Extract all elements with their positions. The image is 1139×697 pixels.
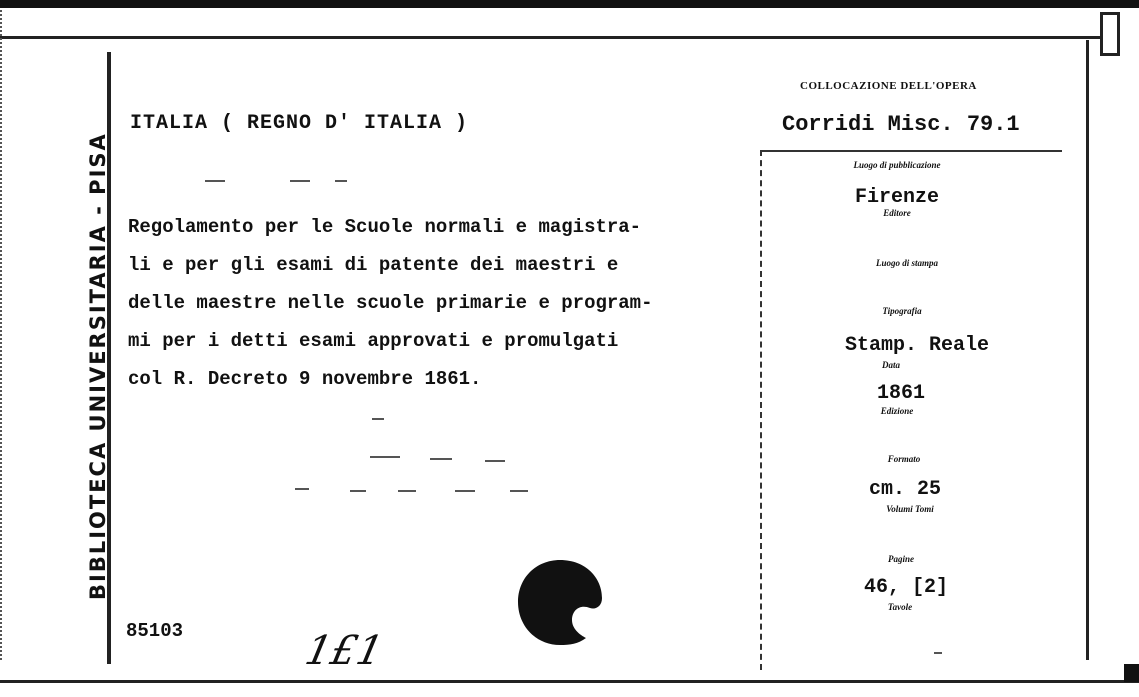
place-of-publication-label: Luogo di pubblicazione <box>853 160 941 170</box>
place-of-printing-label: Luogo di stampa <box>875 258 938 268</box>
separator-dash <box>295 488 309 490</box>
volumes-tomes-label: Volumi Tomi <box>886 504 934 514</box>
separator-dash <box>370 456 400 458</box>
library-stamp: BIBLIOTECA UNIVERSITARIA - PISA <box>86 132 110 600</box>
format-value: cm. 25 <box>868 478 941 501</box>
edition-label: Edizione <box>880 406 914 416</box>
publisher-label: Editore <box>883 208 911 218</box>
title-line: mi per i detti esami approvati e promulgati <box>128 330 619 352</box>
title-description <box>128 208 768 398</box>
separator-dash <box>510 490 528 492</box>
separator-dash <box>934 652 942 654</box>
title-line: Regolamento per le Scuole normali e magistra- <box>128 216 642 238</box>
collocazione-label: COLLOCAZIONE DELL'OPERA <box>800 80 977 92</box>
printer-label: Tipografia <box>882 306 922 316</box>
card-heading: ITALIA ( REGNO D' ITALIA ) <box>130 112 469 135</box>
separator-dash <box>290 180 310 182</box>
corner-mark <box>1100 12 1120 56</box>
printer-value: Stamp. Reale <box>844 334 990 357</box>
bottom-tab <box>1124 664 1139 682</box>
pages-label: Pagine <box>888 554 914 564</box>
date-value: 1861 <box>876 382 925 405</box>
place-of-publication-value: Firenze <box>854 186 939 209</box>
separator-dash <box>335 180 347 182</box>
title-line: col R. Decreto 9 novembre 1861. <box>128 368 482 390</box>
title-line: delle maestre nelle scuole primarie e program- <box>128 292 653 314</box>
separator-dash <box>350 490 366 492</box>
format-label: Formato <box>887 454 921 464</box>
separator-dash <box>430 458 452 460</box>
pages-value: 46, [2] <box>863 576 948 599</box>
separator-dash <box>398 490 416 492</box>
separator-dash <box>455 490 475 492</box>
bottom-rule <box>0 680 1139 683</box>
right-rule <box>1086 40 1089 660</box>
separator-dash <box>485 460 505 462</box>
date-label: Data <box>882 360 900 370</box>
top-rule <box>0 36 1100 39</box>
fields-box-top <box>762 150 1062 152</box>
ink-stain <box>516 558 604 646</box>
plates-label: Tavole <box>887 602 913 612</box>
separator-dash <box>205 180 225 182</box>
shelf-mark: Corridi Misc. 79.1 <box>782 112 1020 137</box>
top-border <box>0 0 1139 8</box>
handwritten-note: 1£1 <box>301 628 388 674</box>
title-line: li e per gli esami di patente dei maestri e <box>128 254 619 276</box>
left-edge <box>0 10 8 660</box>
inventory-number: 85103 <box>126 620 184 642</box>
separator-dash <box>372 418 384 420</box>
